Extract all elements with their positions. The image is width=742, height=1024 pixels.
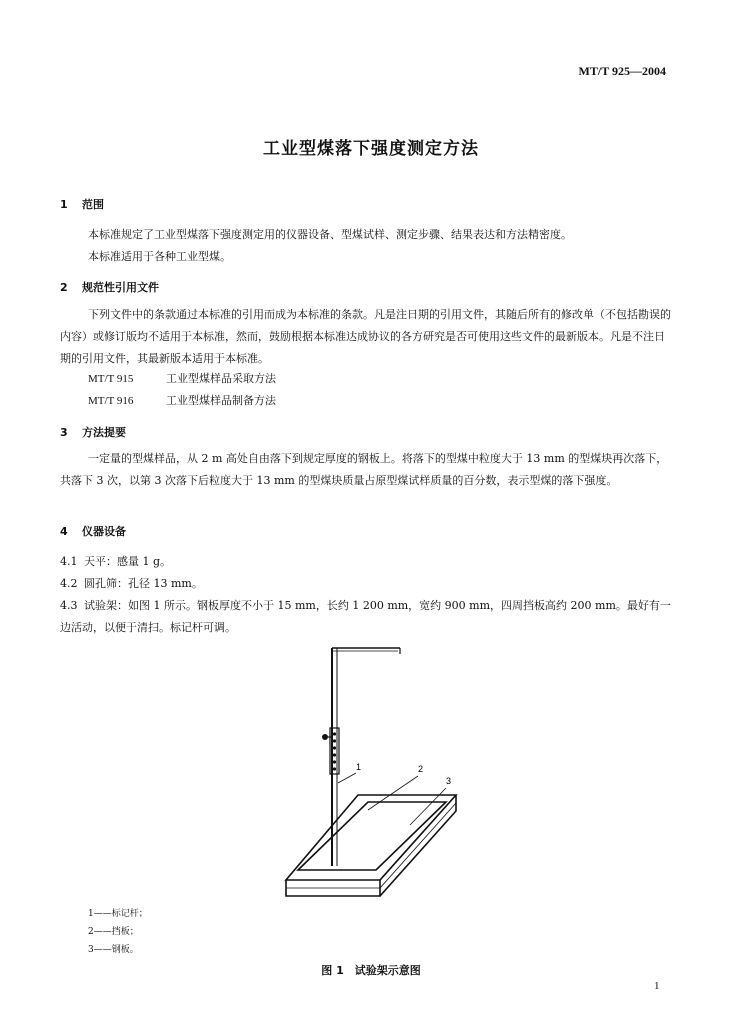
adjust-knob — [322, 734, 328, 740]
section-2-paragraph: 下列文件中的条款通过本标准的引用而成为本标准的条款。凡是注日期的引用文件，其随后所有的修改单（不包括勘误的内容）或修订版均不适用于本标准，然而，鼓励根据本标准达成协议的各方研究是否可使用这些文件的最新版本。凡是不注日期的引用文件，其最新版本适用于本标准。 — [60, 308, 671, 365]
clause-text: 圆孔筛：孔径 13 mm。 — [84, 577, 203, 590]
section-1-line-1: 本标准规定了工业型煤落下强度测定用的仪器设备、型煤试样、测定步骤、结果表达和方法精密度。 — [88, 228, 572, 241]
standard-code: MT/T 925—2004 — [578, 64, 666, 78]
legend-number: 1 — [88, 909, 94, 919]
section-4-heading — [60, 523, 126, 539]
document-title: 工业型煤落下强度测定方法 — [263, 139, 479, 159]
section-title: 规范性引用文件 — [82, 281, 159, 294]
section-number: 3 — [60, 426, 68, 439]
marking-rod — [330, 648, 400, 866]
clause-number: 4.3 — [60, 599, 78, 612]
figure-label-3: 3 — [446, 776, 452, 786]
section-number: 1 — [60, 198, 68, 211]
clause-4-1 — [60, 553, 171, 569]
test-frame-diagram — [270, 640, 470, 902]
figure-label-1: 1 — [356, 762, 362, 772]
clause-number: 4.2 — [60, 577, 78, 590]
reference-item — [88, 392, 276, 408]
legend-dash: —— — [93, 945, 112, 955]
legend-text: 钢板。 — [111, 945, 139, 955]
legend-number: 2 — [88, 927, 94, 937]
section-number: 2 — [60, 281, 68, 294]
legend-dash: —— — [93, 927, 112, 937]
legend-text: 挡板； — [111, 927, 139, 937]
figure-legend-item — [88, 924, 139, 937]
clause-4-2 — [60, 575, 203, 591]
rod-scale-marks — [333, 732, 336, 770]
section-2-heading — [60, 279, 159, 295]
figure-label-2: 2 — [418, 764, 424, 774]
section-title: 仪器设备 — [82, 525, 126, 538]
section-1-heading — [60, 196, 104, 212]
section-number: 4 — [60, 525, 68, 538]
clause-number: 4.1 — [60, 555, 78, 568]
figure-caption: 图 1 试验架示意图 — [321, 964, 421, 977]
reference-code: MT/T 916 — [88, 395, 134, 407]
page-number: 1 — [654, 980, 660, 992]
tray-inner-top-edge — [298, 802, 446, 870]
section-1-line-2: 本标准适用于各种工业型煤。 — [88, 250, 231, 263]
reference-item — [88, 370, 276, 386]
section-3-heading — [60, 424, 126, 440]
section-title: 范围 — [82, 198, 104, 211]
clause-4-3 — [60, 595, 672, 639]
clause-text: 天平：感量 1 g。 — [84, 555, 172, 568]
reference-title: 工业型煤样品制备方法 — [166, 394, 276, 407]
legend-dash: —— — [93, 909, 112, 919]
reference-code: MT/T 915 — [88, 373, 134, 385]
tray-walls — [286, 795, 456, 896]
figure-legend-item — [88, 942, 139, 955]
reference-title: 工业型煤样品采取方法 — [166, 372, 276, 385]
legend-number: 3 — [88, 945, 94, 955]
figure-legend-item — [88, 906, 148, 919]
section-3-paragraph: 一定量的型煤样品，从 2 m 高处自由落下到规定厚度的钢板上。将落下的型煤中粒度大于 13 mm 的型煤块再次落下，共落下 3 次，以第 3 次落下后粒度大于 13 mm 的型煤块质量占原型煤试样质量的百分数，表示型煤的落下强度。 — [60, 452, 668, 487]
section-title: 方法提要 — [82, 426, 126, 439]
clause-text: 试验架：如图 1 所示。钢板厚度不小于 15 mm，长约 1 200 mm，宽约 900 mm，四周挡板高约 200 mm。最好有一边活动，以便于清扫。标记杆可调。 — [60, 599, 671, 634]
legend-text: 标记杆； — [111, 909, 148, 919]
